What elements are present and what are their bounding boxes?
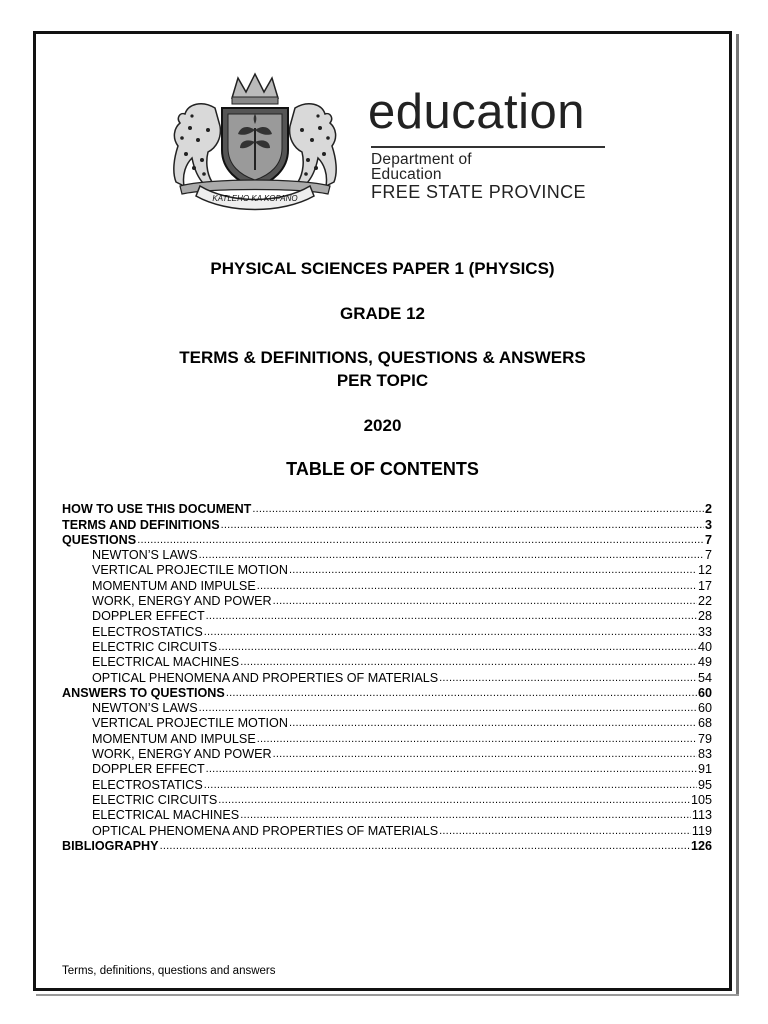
toc-dot-leader — [204, 778, 697, 793]
toc-page-number: 40 — [697, 639, 712, 654]
toc-entry-label: HOW TO USE THIS DOCUMENT — [62, 502, 252, 517]
toc-subsection-entry[interactable] — [62, 655, 712, 670]
toc-dot-leader — [252, 502, 704, 517]
toc-subsection-entry[interactable] — [62, 624, 712, 639]
table-of-contents — [62, 502, 712, 854]
toc-subsection-entry[interactable] — [62, 793, 712, 808]
toc-section-entry[interactable] — [62, 839, 712, 854]
logo-education-line: Education — [371, 166, 442, 183]
year-title: 2020 — [363, 416, 402, 435]
toc-page-number: 33 — [697, 624, 712, 639]
toc-page-number: 105 — [690, 792, 712, 807]
subject-title: PHYSICAL SCIENCES PAPER 1 (PHYSICS) — [210, 259, 555, 278]
toc-entry-label: ELECTROSTATICS — [92, 624, 203, 639]
toc-page-number: 91 — [697, 762, 712, 777]
toc-entry-label: BIBLIOGRAPHY — [62, 838, 159, 853]
toc-dot-leader — [199, 701, 697, 716]
toc-dot-leader — [226, 686, 697, 701]
toc-entry-label: ELECTROSTATICS — [92, 777, 203, 792]
toc-entry-label: DOPPLER EFFECT — [92, 762, 205, 777]
toc-heading: TABLE OF CONTENTS — [286, 459, 479, 479]
svg-text:KATLEHO KA KOPANO: KATLEHO KA KOPANO — [212, 194, 298, 203]
document-title-line-1: TERMS & DEFINITIONS, QUESTIONS & ANSWERS — [179, 348, 586, 367]
toc-section-entry[interactable] — [62, 533, 712, 548]
toc-entry-label: MOMENTUM AND IMPULSE — [92, 578, 256, 593]
toc-entry-label: ELECTRICAL MACHINES — [92, 655, 240, 670]
toc-subsection-entry[interactable] — [62, 670, 712, 685]
toc-subsection-entry[interactable] — [62, 823, 712, 838]
toc-entry-label: ELECTRIC CIRCUITS — [92, 792, 218, 807]
document-title-line-2: PER TOPIC — [336, 371, 429, 390]
toc-page-number: 7 — [704, 532, 712, 547]
toc-dot-leader — [273, 594, 697, 609]
toc-entry-label: WORK, ENERGY AND POWER — [92, 594, 272, 609]
toc-dot-leader — [257, 579, 697, 594]
toc-entry-label: NEWTON’S LAWS — [92, 701, 198, 716]
toc-dot-leader — [137, 533, 704, 548]
toc-page-number: 60 — [697, 685, 712, 700]
crown-icon — [232, 74, 278, 104]
toc-page-number: 22 — [697, 594, 712, 609]
toc-dot-leader — [439, 671, 697, 686]
logo-province-line: FREE STATE PROVINCE — [371, 182, 586, 202]
toc-entry-label: OPTICAL PHENOMENA AND PROPERTIES OF MATERIALS — [92, 823, 439, 838]
toc-entry-label: ELECTRICAL MACHINES — [92, 808, 240, 823]
toc-subsection-entry[interactable] — [62, 609, 712, 624]
toc-page-number: 7 — [704, 548, 712, 563]
toc-page-number: 3 — [704, 517, 712, 532]
toc-dot-leader — [240, 655, 697, 670]
toc-page-number: 113 — [691, 808, 712, 823]
toc-page-number: 17 — [697, 578, 712, 593]
toc-entry-label: ANSWERS TO QUESTIONS — [62, 685, 225, 700]
toc-dot-leader — [289, 716, 697, 731]
toc-entry-label: MOMENTUM AND IMPULSE — [92, 731, 256, 746]
toc-dot-leader — [221, 518, 704, 533]
toc-page-number: 83 — [697, 747, 712, 762]
toc-page-number: 54 — [697, 670, 712, 685]
toc-dot-leader — [273, 747, 697, 762]
logo-wordmark: education — [368, 85, 586, 139]
toc-entry-label: VERTICAL PROJECTILE MOTION — [92, 563, 288, 578]
page-border-shadow — [736, 34, 739, 994]
left-leopard-icon — [174, 104, 221, 186]
toc-subsection-entry[interactable] — [62, 716, 712, 731]
toc-page-number: 2 — [704, 502, 712, 517]
toc-entry-label: ELECTRIC CIRCUITS — [92, 639, 218, 654]
toc-subsection-entry[interactable] — [62, 777, 712, 792]
toc-dot-leader — [257, 732, 697, 747]
toc-entry-label: NEWTON’S LAWS — [92, 548, 198, 563]
toc-dot-leader — [206, 609, 697, 624]
toc-entry-label: QUESTIONS — [62, 532, 137, 547]
grade-title: GRADE 12 — [339, 304, 426, 323]
page-footer: Terms, definitions, questions and answers — [62, 965, 276, 977]
toc-section-entry[interactable] — [62, 686, 712, 701]
toc-page-number: 95 — [697, 777, 712, 792]
toc-subsection-entry[interactable] — [62, 701, 712, 716]
toc-subsection-entry[interactable] — [62, 808, 712, 823]
toc-subsection-entry[interactable] — [62, 594, 712, 609]
right-leopard-icon — [290, 104, 337, 186]
logo-divider — [371, 146, 605, 148]
toc-page-number: 49 — [697, 655, 712, 670]
logo-department-line: Department of — [371, 151, 472, 168]
toc-subsection-entry[interactable] — [62, 578, 712, 593]
toc-dot-leader — [199, 548, 704, 563]
toc-page-number: 79 — [697, 731, 712, 746]
page-border-shadow-bottom — [36, 994, 739, 996]
toc-subsection-entry[interactable] — [62, 548, 712, 563]
toc-section-entry[interactable] — [62, 517, 712, 532]
toc-dot-leader — [160, 839, 690, 854]
toc-page-number: 126 — [690, 838, 712, 853]
toc-dot-leader — [218, 793, 690, 808]
toc-dot-leader — [240, 808, 691, 823]
shield-icon — [222, 108, 288, 188]
toc-entry-label: TERMS AND DEFINITIONS — [62, 517, 220, 532]
toc-entry-label: DOPPLER EFFECT — [92, 609, 205, 624]
toc-dot-leader — [289, 563, 697, 578]
toc-subsection-entry[interactable] — [62, 563, 712, 578]
toc-page-number: 12 — [697, 563, 712, 578]
toc-entry-label: OPTICAL PHENOMENA AND PROPERTIES OF MATERIALS — [92, 670, 439, 685]
toc-page-number: 68 — [697, 716, 712, 731]
toc-entry-label: VERTICAL PROJECTILE MOTION — [92, 716, 288, 731]
toc-page-number: 60 — [697, 701, 712, 716]
toc-subsection-entry[interactable] — [62, 762, 712, 777]
toc-dot-leader — [439, 824, 691, 839]
toc-dot-leader — [218, 640, 697, 655]
toc-subsection-entry[interactable] — [62, 640, 712, 655]
coat-of-arms-logo — [160, 68, 350, 213]
toc-dot-leader — [204, 625, 697, 640]
toc-subsection-entry[interactable] — [62, 747, 712, 762]
toc-entry-label: WORK, ENERGY AND POWER — [92, 747, 272, 762]
toc-section-entry[interactable] — [62, 502, 712, 517]
toc-page-number: 28 — [697, 609, 712, 624]
toc-page-number: 119 — [691, 823, 712, 838]
toc-subsection-entry[interactable] — [62, 731, 712, 746]
toc-dot-leader — [206, 762, 697, 777]
